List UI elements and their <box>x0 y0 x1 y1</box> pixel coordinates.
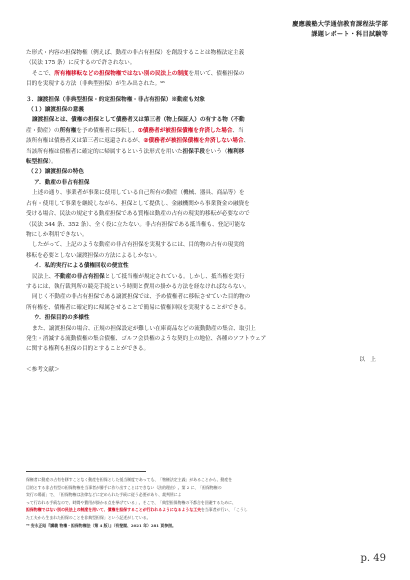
text-bold: 担保手段 <box>182 148 206 155</box>
paragraph-line: 移転を必要としない譲渡担保の方法によるしかない。 <box>26 252 161 259</box>
header-course: 課題レポート・科目試験等 <box>311 31 388 38</box>
text-run: として抵当権が規定されている。しかし、抵当権を実行 <box>104 273 245 280</box>
footnote-line: って行われる手続なので、時間や費用が掛かる点を挙げている」。そこで、「典型担保物権の不都合を回避するために、 <box>26 499 236 505</box>
body-text <box>26 48 382 376</box>
text-run: 該所有権は債務者又は第三者に返還されるが、 <box>26 138 144 145</box>
text-run: 、 <box>243 138 250 145</box>
paragraph-line <box>26 136 382 146</box>
paragraph-line: 受ける場合、民法の規定する動産担保である質権は動産の占有の現実的移転が必要なので <box>26 211 250 218</box>
sub-subsection-heading: イ．私的実行による債権回収の便宜性 <box>34 263 129 270</box>
footnote-citation: ⁹⁶ 安永正昭『講義 物権・担保物権法（第 4 版）』（有斐閣、2021 年）281 頁参照。 <box>26 522 176 528</box>
highlight-red: ②債務者が被担保債権を弁済しない場合 <box>143 138 244 145</box>
text-run: 民法上、 <box>32 273 55 280</box>
paragraph-line <box>26 272 382 282</box>
text-run: を用いて、債権担保の <box>188 70 245 77</box>
text-run: を予め債権者に移転し、 <box>76 127 138 134</box>
paragraph-line <box>26 126 382 136</box>
highlight-red: 所有権移転などの担保物権ではない別の民法上の制度 <box>54 70 189 77</box>
subsection-heading: （２）譲渡担保の特色 <box>28 169 84 176</box>
header-university: 慶應義塾大学通信教育課程法学部 <box>292 21 388 28</box>
paragraph-line: 物にしか利用できない。 <box>26 231 88 238</box>
paragraph-line: た形式・内容の担保物権（例えば、動産の非占有担保）を創設することは物権法定主義 <box>26 50 245 56</box>
paragraph-line <box>26 147 382 157</box>
text-run: 、当 <box>232 127 244 134</box>
paragraph-line: するには、執行裁判所の競売手続という時間と費用の掛かる方法を経なければならない。 <box>26 283 250 290</box>
highlight-red: 担保物権ではない別の民法上の制度を用いて、債権を担保することが行われるようになるような工夫 <box>26 507 201 513</box>
paragraph-line: 占有・使用して事業を継続しながら、担保として提供し、金融機関から事業資金の融資を <box>26 200 250 207</box>
paragraph-line: 同じく不動産の非占有担保である譲渡担保では、予め債権者に移転させていた目的物の <box>32 294 251 301</box>
footnote-line: 目的とする非占有型の担保物権を当事者が勝手に作り出すことはできない（法的理由）。第 2 に、「担保物権の <box>26 484 222 490</box>
sub-subsection-heading: ウ．担保目的の多様性 <box>34 315 90 322</box>
text-bold: 不動産の非占有担保 <box>54 273 105 280</box>
paragraph-line: 目的を実現する方法（非典型担保）が生み出された。⁹⁶ <box>26 81 165 88</box>
text-run: 当該所有権は債権者に確定的に帰属するという法形式を用いた <box>26 148 183 155</box>
footnote-line <box>26 506 382 514</box>
paragraph-line: （民法 175 条）に反するので許されない。 <box>26 60 136 67</box>
text-run: 譲渡担保とは、債権の担保として債務者又は第三者（物上保証人）の有する物（不動 <box>32 117 245 124</box>
text-bold: 転型担保 <box>26 159 49 166</box>
sub-subsection-heading: ア．動産の非占有担保 <box>34 179 90 186</box>
paragraph-line <box>26 115 382 125</box>
text-run: を当事者が行い、「こうし <box>201 507 248 513</box>
footnote-divider <box>26 471 146 472</box>
paragraph-line: に関する権利も担保の目的とすることができる。 <box>26 346 150 353</box>
paragraph-line: 上述の通り、事業者が事業に使用している自己所有の動産（機械、器具、商品等）を <box>32 190 245 197</box>
footnotes <box>26 476 382 529</box>
paragraph-line: （民法 344 条、352 条）、全く役に立たない。非占有担保である抵当権も、登記可能な <box>26 221 246 228</box>
text-bold: 所有権 <box>59 127 77 134</box>
paragraph-line: したがって、上記のような動産の非占有担保を実現するには、目的物の占有の現実的 <box>32 242 245 249</box>
text-run: ）。 <box>48 159 57 166</box>
highlight-red: ①債務者が被担保債権を弁済した場合 <box>137 127 233 134</box>
footnote-line: 実行の場面」で、「担保物権は法律などに定められた手続に従う必要があり、裁判所によ <box>26 492 182 498</box>
page-number: p. 49 <box>360 553 386 564</box>
footnote-line: 保権者に動産の占有を移すことなく動産を担保とした抵当制度であっても、「物権法定主義」があることから、動産を <box>26 477 233 482</box>
text-run: 産・動産）の <box>26 127 60 134</box>
subsection-heading: （１）譲渡担保の意義 <box>28 107 84 114</box>
paragraph-line <box>26 69 382 79</box>
text-run: をいう（ <box>205 148 228 155</box>
closing-mark: 以 上 <box>359 356 376 363</box>
paragraph-line: また、譲渡担保の場合、正規の担保設定が難しい在庫商品などの流動動産の集合、取引上 <box>32 325 256 332</box>
section-heading: ３．譲渡担保（非典型担保・約定担保物権・非占有担保）※動産も対象 <box>26 96 206 103</box>
text-bold: 権利移 <box>227 148 245 155</box>
references-heading: ＜参考文献＞ <box>26 367 60 374</box>
paragraph-line: 所有権を、債権者に確定的に帰属させることで簡易に債権回収を実現することができる。 <box>26 304 250 311</box>
paragraph-line <box>26 157 382 167</box>
footnote-line: た工夫から生まれた担保のことを非典型担保」という記述がしている。 <box>26 514 151 520</box>
paragraph-line: 発生・消滅する流動債権の集合債権、ゴルフ会員権のような契約上の地位、各種のソフトウェア <box>26 335 267 342</box>
text-run: そこで、 <box>32 70 55 77</box>
